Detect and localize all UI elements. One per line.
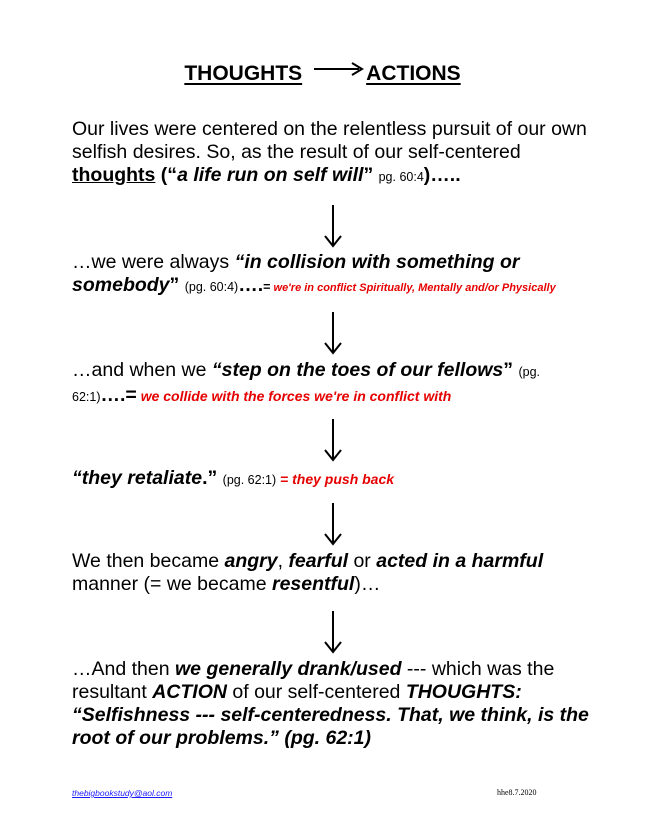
p4-page-ref: (pg. 62:1) [222,473,277,487]
paragraph-drank-used [72,658,602,750]
p3-text-1: …and when we [72,359,212,381]
p1-quote: a life run on self will [177,164,364,186]
down-arrow-icon [323,611,343,655]
p5-comma: , [277,550,289,572]
down-arrow-icon [323,419,343,463]
p5-or: or [348,550,377,572]
p5-fearful: fearful [288,550,349,572]
paragraph-resentful [72,550,602,596]
p4-quote: “they retaliate [72,467,203,489]
p2-close-quote: ” [169,274,185,296]
down-arrow-icon [323,312,343,356]
footer-email-link[interactable]: thebigbookstudy@aol.com [72,788,173,798]
p6-text-1: …And then [72,658,175,680]
right-arrow-icon [314,62,364,76]
p2-text-1: …we were always [72,251,235,273]
p5-harmful: acted in a harmful [376,550,544,572]
p1-open-quote: (“ [155,164,178,186]
p2-note: we're in conflict Spiritually, Mentally and/or Physically [270,282,556,294]
p5-text-1: We then became [72,550,225,572]
paragraph-retaliate [72,467,602,492]
p3-close-quote: ” [503,359,519,381]
paragraph-step-on-toes [72,359,602,409]
p5-text-2: manner (= we became [72,573,272,595]
p5-angry: angry [224,550,278,572]
title-actions: ACTIONS [366,62,461,85]
p3-quote: “step on the toes of our fellows [211,359,504,381]
p1-page-ref: pg. 60:4 [378,170,424,184]
paragraph-collision [72,251,602,300]
p4-note: = they push back [276,471,395,487]
p3-dots: ….= [100,384,137,406]
footer-code: hhe8.7.2020 [497,788,537,797]
p5-end: )… [354,573,381,595]
p6-quote: THOUGHTS: “Selfishness --- self-centeredness. That, we think, is the root of our problems.” (pg. 62:1) [72,681,589,749]
p1-thoughts: thoughts [72,164,156,186]
p5-resentful: resentful [271,573,355,595]
p6-action: ACTION [152,681,227,703]
p2-dots: …. [238,274,264,296]
p6-text-3: of our self-centered [226,681,406,703]
down-arrow-icon [323,205,343,249]
p1-close-quote: ” [363,164,379,186]
paragraph-self-will [72,118,602,189]
p2-equals: = [263,280,271,294]
p3-page-ref: (pg. 62:1) [72,365,540,404]
p4-close-quote: .” [202,467,223,489]
p1-text-1: Our lives were centered on the relentless pursuit of our own selfish desires. So, as the result of our self-centered [72,118,587,163]
p6-drank: we generally drank/used [174,658,402,680]
p1-ellipsis: )….. [423,164,461,186]
down-arrow-icon [323,503,343,547]
page-title [0,62,645,86]
p2-quote: “in collision with something or somebody [72,251,520,296]
p3-note: we collide with the forces we're in conflict with [136,388,452,404]
p2-page-ref: (pg. 60:4) [184,280,239,294]
title-thoughts: THOUGHTS [184,62,303,85]
p6-text-2: --- which was the resultant [72,658,555,703]
